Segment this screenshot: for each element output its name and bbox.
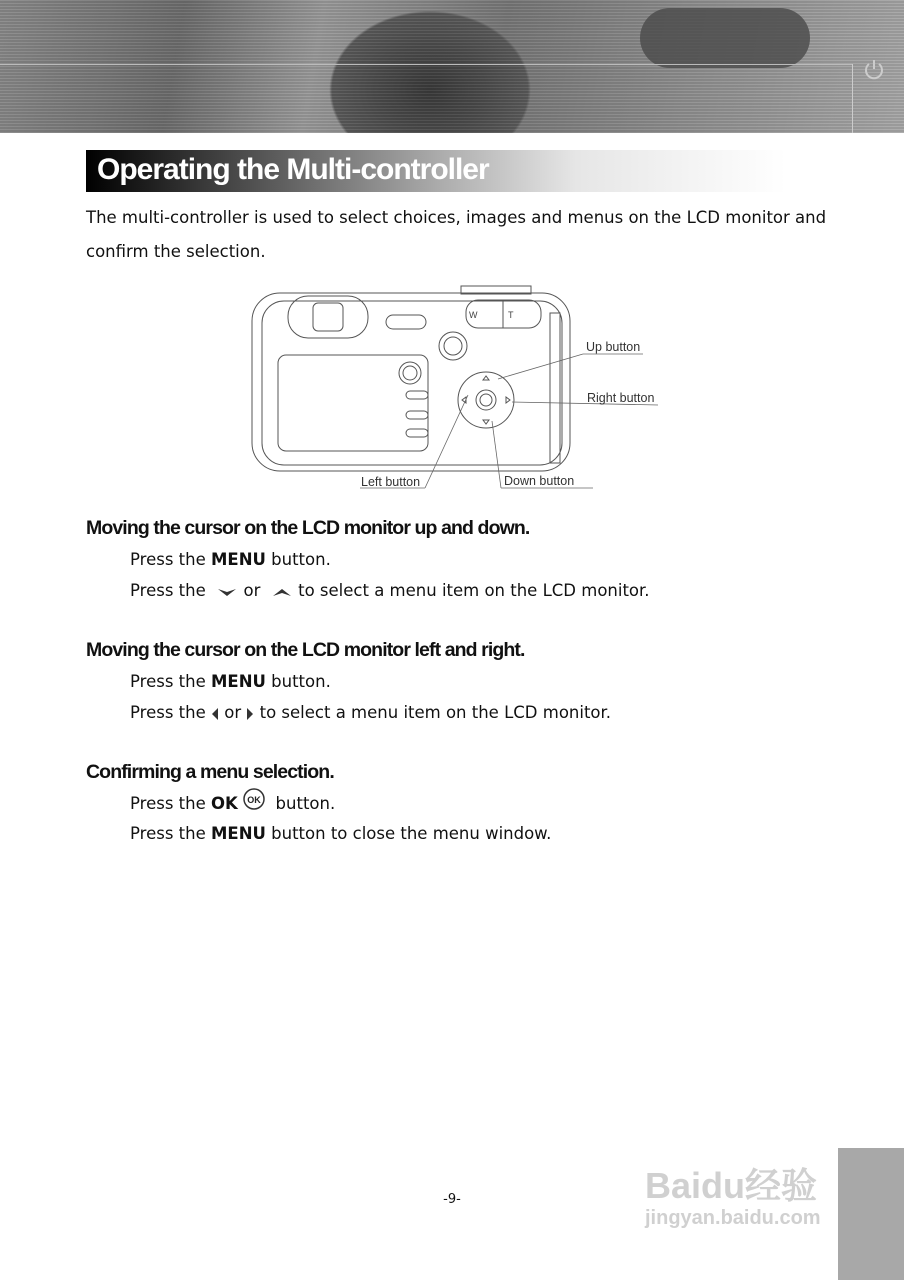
section-heading: Confirming a menu selection. — [86, 761, 334, 783]
down-arrow-icon — [216, 587, 238, 597]
zoom-w-label: W — [469, 310, 478, 320]
section-heading: Moving the cursor on the LCD monitor left and right. — [86, 639, 525, 661]
power-icon — [862, 58, 886, 82]
text: Press the — [130, 703, 211, 722]
up-arrow-icon — [271, 587, 293, 597]
watermark-brand: Baidu经验 — [645, 1165, 818, 1206]
instruction-line — [130, 580, 650, 602]
svg-text:OK: OK — [247, 794, 261, 805]
watermark — [645, 1166, 821, 1230]
text: Press the — [130, 672, 211, 691]
text: or — [238, 581, 266, 600]
divider — [0, 64, 852, 65]
menu-keyword: MENU — [211, 824, 266, 843]
text: to select a menu item on the LCD monitor. — [254, 703, 612, 722]
page-number: -9- — [443, 1192, 461, 1207]
text: Press the — [130, 794, 211, 813]
text: button. — [265, 550, 331, 569]
section-heading: Moving the cursor on the LCD monitor up and down. — [86, 517, 530, 539]
menu-keyword: MENU — [211, 672, 266, 691]
text: to select a menu item on the LCD monitor. — [292, 581, 650, 600]
ok-button-icon — [243, 788, 265, 810]
page-title: Operating the Multi-controller — [97, 153, 489, 186]
zoom-t-label: T — [508, 310, 514, 320]
text: or — [219, 703, 247, 722]
menu-keyword: MENU — [211, 550, 266, 569]
ok-keyword: OK — [211, 794, 238, 813]
text: button. — [270, 794, 336, 813]
instruction-line — [130, 823, 551, 845]
instruction-line — [130, 702, 611, 724]
right-button-label: Right button — [587, 391, 655, 405]
left-button-label: Left button — [361, 475, 421, 489]
text: Press the — [130, 581, 211, 600]
intro-line-2: confirm the selection. — [86, 242, 266, 261]
down-button-label: Down button — [504, 474, 575, 488]
intro-line-1: The multi-controller is used to select choices, images and menus on the LCD monitor and — [86, 208, 827, 227]
left-arrow-icon — [211, 707, 219, 721]
instruction-line — [130, 671, 331, 693]
text: button. — [265, 672, 331, 691]
text: Press the — [130, 550, 211, 569]
instruction-line — [130, 549, 331, 571]
page-tab-decoration — [838, 1148, 904, 1280]
header-banner — [0, 0, 904, 133]
divider — [852, 64, 853, 133]
watermark-url: jingyan.baidu.com — [645, 1207, 821, 1229]
page-title-bar — [86, 150, 786, 192]
instruction-line — [130, 793, 335, 816]
text: button to close the menu window. — [265, 824, 552, 843]
banner-decoration — [640, 8, 810, 68]
text: Press the — [130, 824, 211, 843]
camera-back-diagram — [248, 283, 668, 493]
up-button-label: Up button — [586, 340, 641, 354]
